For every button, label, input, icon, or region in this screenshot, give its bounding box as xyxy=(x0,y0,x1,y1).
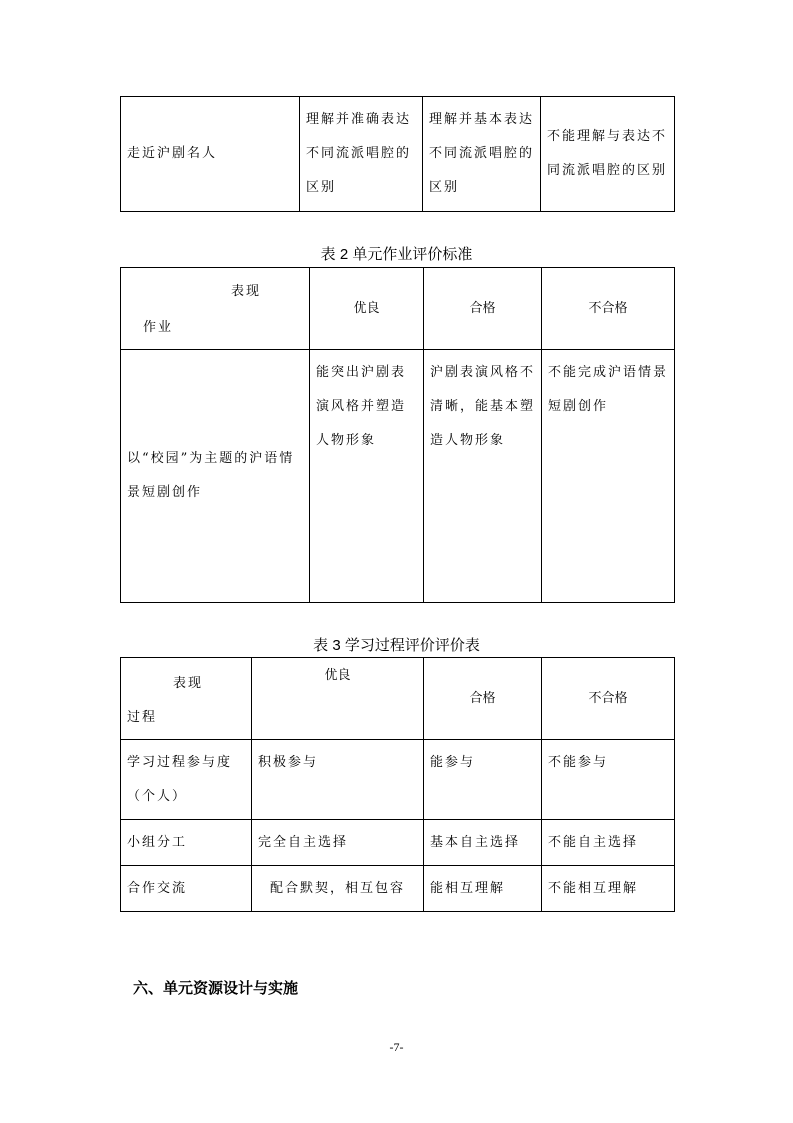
page-number: -7- xyxy=(389,1040,404,1054)
table-unit-criteria-continued xyxy=(120,96,675,212)
table-cell-fail: 不能理解与表达不同流派唱腔的区别 xyxy=(541,97,675,212)
header-bottom-label: 过程 xyxy=(127,710,158,725)
table-cell-good: 完全自主选择 xyxy=(252,820,424,866)
header-top-label: 表现 xyxy=(231,284,262,299)
table-2-title: 表 2 单元作业评价标准 xyxy=(320,246,473,263)
header-top-label: 表现 xyxy=(173,676,204,691)
table-cell-fail: 不能参与 xyxy=(542,740,675,820)
header-good: 优良 xyxy=(252,658,424,740)
header-good: 优良 xyxy=(310,268,424,350)
table-cell-item: 小组分工 xyxy=(121,820,252,866)
header-pass: 合格 xyxy=(424,658,542,740)
table-cell-good: 配合默契，相互包容 xyxy=(252,866,424,912)
table-header-corner xyxy=(121,268,310,350)
table-cell-good: 能突出沪剧表演风格并塑造人物形象 xyxy=(310,350,424,603)
table-row xyxy=(121,97,675,212)
table-cell-pass: 能相互理解 xyxy=(424,866,542,912)
table-header-corner xyxy=(121,658,252,740)
table-cell-item: 学习过程参与度（个人） xyxy=(121,740,252,820)
table-cell-pass: 基本自主选择 xyxy=(424,820,542,866)
section-heading: 六、单元资源设计与实施 xyxy=(133,980,299,997)
table-row xyxy=(121,820,675,866)
table-cell-pass: 能参与 xyxy=(424,740,542,820)
header-pass: 合格 xyxy=(424,268,542,350)
table-header-row xyxy=(121,658,675,740)
table-header-row xyxy=(121,268,675,350)
table-homework-criteria xyxy=(120,267,675,603)
table-cell-pass: 沪剧表演风格不清晰，能基本塑造人物形象 xyxy=(424,350,542,603)
table-cell-good: 积极参与 xyxy=(252,740,424,820)
table-cell-item: 以“校园”为主题的沪语情景短剧创作 xyxy=(121,350,310,603)
table-cell-fail: 不能相互理解 xyxy=(542,866,675,912)
table-cell-item: 合作交流 xyxy=(121,866,252,912)
table-cell-good: 理解并准确表达不同流派唱腔的区别 xyxy=(300,97,423,212)
table-3-title: 表 3 学习过程评价评价表 xyxy=(313,637,480,654)
table-cell-item: 走近沪剧名人 xyxy=(121,97,300,212)
table-cell-fail: 不能自主选择 xyxy=(542,820,675,866)
table-cell-pass: 理解并基本表达不同流派唱腔的区别 xyxy=(423,97,541,212)
header-fail: 不合格 xyxy=(542,658,675,740)
header-fail: 不合格 xyxy=(542,268,675,350)
table-row xyxy=(121,740,675,820)
table-learning-process xyxy=(120,657,675,912)
table-row xyxy=(121,866,675,912)
table-row xyxy=(121,350,675,603)
table-cell-fail: 不能完成沪语情景短剧创作 xyxy=(542,350,675,603)
header-bottom-label: 作业 xyxy=(143,320,174,335)
